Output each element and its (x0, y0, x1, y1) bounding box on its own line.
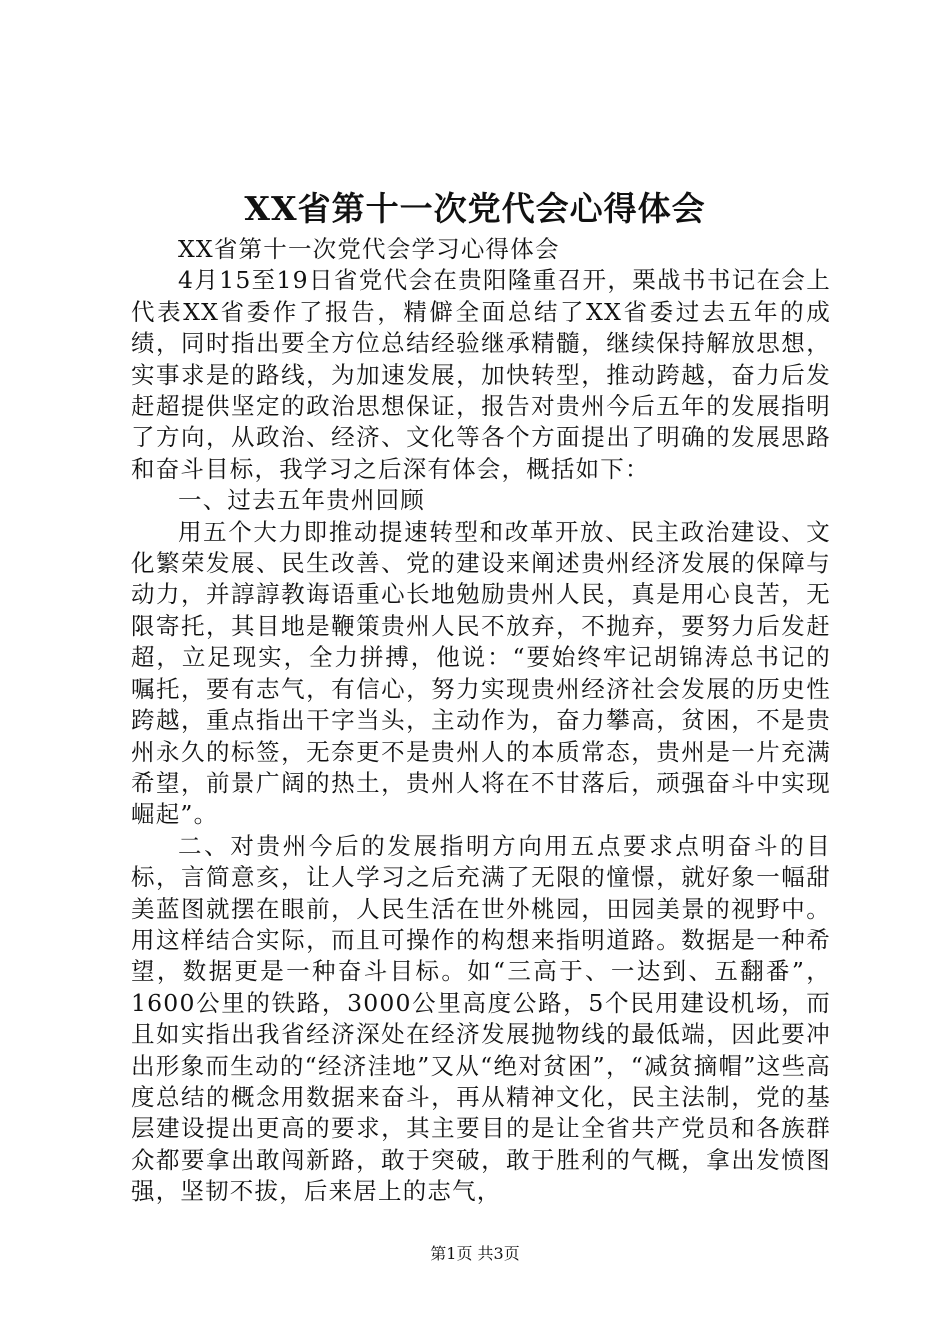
paragraph-section-2: 二、对贵州今后的发展指明方向用五点要求点明奋斗的目标，言简意亥，让人学习之后充满了无限的憧憬，就好象一幅甜美蓝图就摆在眼前，人民生活在世外桃园，田园美景的视野中。用这样结合实际，而且可操作的构想来指明道路。数据是一种希望，数据更是一种奋斗目标。如“三高于、一达到、五翻番”，1600公里的铁路，3000公里高度公路，5个民用建设机场，而且如实指出我省经济深处在经济发展抛物线的最低端，因此要冲出形象而生动的“经济洼地”又从“绝对贫困”，“减贫摘帽”这些高度总结的概念用数据来奋斗，再从精神文化，民主法制，党的基层建设提出更高的要求，其主要目的是让全省共产党员和各族群众都要拿出敢闯新路，敢于突破，敢于胜利的气概，拿出发愤图强，坚韧不拔，后来居上的志气， (131, 831, 831, 1206)
paragraph-intro: 4月15至19日省党代会在贵阳隆重召开，栗战书书记在会上代表XX省委作了报告，精僻全面总结了XX省委过去五年的成绩，同时指出要全方位总结经验继承精髓，继续保持解放思想，实事求是的路线，为加速发展，加快转型，推动跨越，奋力后发赶超提供坚定的政治思想保证，报告对贵州今后五年的发展指明了方向，从政治、经济、文化等各个方面提出了明确的发展思路和奋斗目标，我学习之后深有体会，概括如下： (131, 266, 831, 483)
paragraph-subtitle: XX省第十一次党代会学习心得体会 (178, 235, 560, 263)
document-body (131, 234, 831, 1208)
paragraph-section-1: 用五个大力即推动提速转型和改革开放、民主政治建设、文化繁荣发展、民生改善、党的建设来阐述贵州经济发展的保障与动力，并諄諄教诲语重心长地勉励贵州人民，真是用心良苦，无限寄托，其目地是鞭策贵州人民不放弃，不抛弃，要努力后发赶超，立足现实，全力拼搏，他说：“要始终牢记胡锦涛总书记的嘱托，要有志气，有信心，努力实现贵州经济社会发展的历史性跨越，重点指出干字当头，主动作为，奋力攀高，贫困，不是贵州永久的标签，无奈更不是贵州人的本质常态，贵州是一片充满希望，前景广阔的热土，贵州人将在不甘落后，顽强奋斗中实现崛起”。 (131, 517, 831, 829)
section-heading-1: 一、过去五年贵州回顾 (178, 486, 425, 515)
document-title: XX省第十一次党代会心得体会 (244, 189, 706, 228)
page-footer: 第1页 共3页 (430, 1244, 520, 1263)
